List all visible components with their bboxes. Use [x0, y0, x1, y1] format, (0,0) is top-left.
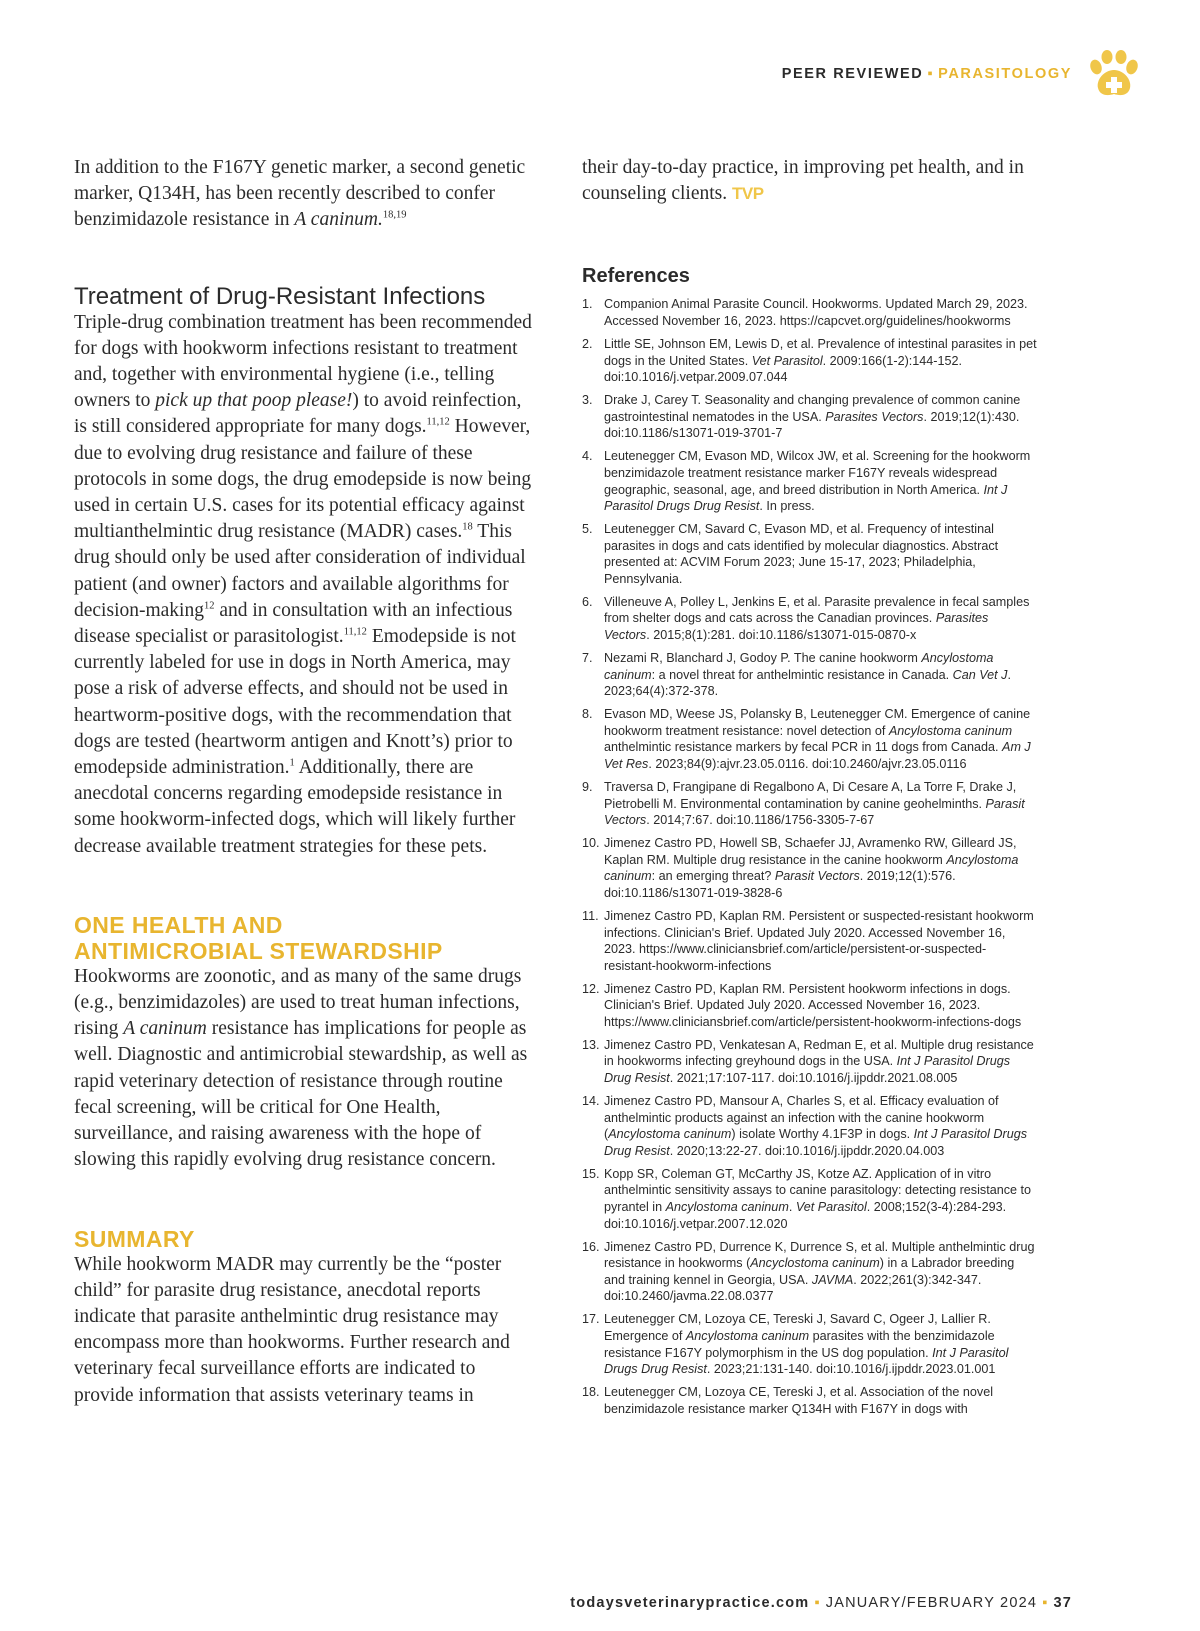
reference-number: 4. [582, 449, 593, 464]
species-name: A caninum [123, 1018, 207, 1040]
citation: 1 [289, 757, 295, 769]
page-number: 37 [1053, 1595, 1072, 1611]
reference-text: ) in a Labrador breeding and training kennel in Georgia, USA. [604, 1256, 1015, 1287]
citation: 18 [462, 521, 473, 533]
reference-italic: Ancylostoma caninum [888, 723, 1013, 738]
reference-italic: Parasites Vectors [825, 409, 924, 424]
reference-item [582, 981, 1037, 1031]
reference-number: 2. [582, 336, 593, 351]
reference-number: 17. [582, 1312, 600, 1327]
reference-item [582, 1239, 1037, 1305]
reference-number: 15. [582, 1166, 600, 1181]
reference-text: Leutenegger CM, Lozoya CE, Tereski J, et al. Association of the novel benzimidazole resistance marker Q134H with F167Y in dogs with [604, 1385, 993, 1416]
reference-italic: Ancylostoma caninum [604, 852, 1019, 884]
reference-text: Nezami R, Blanchard J, Godoy P. The canine hookworm [604, 651, 922, 666]
reference-item [582, 448, 1037, 514]
reference-number: 9. [582, 779, 593, 794]
reference-italic: Vet Parasitol [795, 1199, 867, 1214]
reference-text: Leutenegger CM, Lozoya CE, Tereski J, Savard C, Ogeer J, Lallier R. Emergence of [604, 1312, 991, 1343]
reference-item [582, 336, 1037, 386]
reference-text: Jimenez Castro PD, Venkatesan A, Redman E, et al. Multiple drug resistance in hookworms infecting greyhound dogs in the USA. [604, 1037, 1034, 1069]
header-peer-reviewed: PEER REVIEWED [781, 66, 924, 82]
citation: 12 [203, 600, 215, 612]
reference-text: : an emerging threat? [651, 869, 775, 884]
reference-text: . 2014;7:67. doi:10.1186/1756-3305-7-67 [646, 813, 875, 828]
paragraph-continued: their day-to-day practice, in improving pet health, and in counseling clients. TVP [582, 157, 1024, 205]
left-column [74, 155, 534, 1409]
reference-italic: Ancylostoma caninum [604, 651, 994, 682]
species-name: A caninum. [294, 209, 383, 231]
reference-italic: Parasit Vectors [604, 796, 1025, 828]
tvp-end-mark: TVP [732, 184, 764, 204]
reference-number: 14. [582, 1094, 600, 1109]
right-column [582, 155, 1037, 1424]
citation: 11,12 [426, 416, 450, 428]
paragraph-one-health: Hookworms are zoonotic, and as many of the same drugs (e.g., benzimidazoles) are used to treat human infections, rising A caninum resistance has implications for people as well. Diagnostic and antimicrobial stewardship, as well as rapid veterinary detection of resistance through routine fecal screening, will be critical for One Health, surveillance, and raising awareness with the hope of slowing this rapidly evolving drug resistance concern. [74, 965, 528, 1171]
reference-item [582, 1093, 1037, 1159]
reference-text: Companion Animal Parasite Council. Hookworms. Updated March 29, 2023. Accessed November 16, 2023. https://capcvet.org/guidelines/hookworms [604, 297, 1028, 328]
reference-number: 18. [582, 1385, 600, 1400]
heading-summary: SUMMARY [74, 1225, 195, 1252]
citation: 11,12 [343, 626, 367, 638]
paragraph-summary: While hookworm MADR may currently be the “poster child” for parasite drug resistance, anecdotal reports indicate that parasite anthelmintic drug resistance may encompass more than hookworms. Further research and veterinary fecal surveillance efforts are indicated to provide information that assists veterinary teams in [74, 1253, 510, 1406]
reference-item [582, 392, 1037, 442]
footer-issue: JANUARY/FEBRUARY 2024 [825, 1595, 1038, 1611]
reference-text: Villeneuve A, Polley L, Jenkins E, et al. Parasite prevalence in fecal samples from shelter dogs and cats across the Canadian provinces. [604, 594, 1030, 626]
reference-number: 16. [582, 1239, 600, 1254]
reference-item [582, 1384, 1037, 1417]
heading-one-health: ONE HEALTH AND ANTIMICROBIAL STEWARDSHIP [74, 911, 443, 964]
footer-separator: ▪ [1042, 1595, 1049, 1611]
reference-number: 6. [582, 594, 593, 609]
reference-item [582, 1037, 1037, 1087]
reference-italic: Ancylostoma caninum [608, 1127, 732, 1142]
reference-text: Leutenegger CM, Savard C, Evason MD, et al. Frequency of intestinal parasites in dogs and cats identified by molecular diagnostics. Abstract presented at: ACVIM Forum 2023; June 15-17, 2023; Philadelphia, Pennsylvania. [604, 522, 999, 586]
reference-number: 5. [582, 522, 593, 537]
reference-text: Traversa D, Frangipane di Regalbono A, Di Cesare A, La Torre F, Drake J, Pietrobelli M. Environmental contamination by canine geohelminths. [604, 779, 1017, 811]
reference-italic: Parasit Vectors [774, 869, 860, 884]
reference-italic: Ancylostoma caninum [665, 1199, 789, 1214]
reference-number: 8. [582, 707, 593, 722]
reference-italic: Vet Parasitol [751, 353, 823, 368]
reference-italic: Int J Parasitol Drugs Drug Resist [604, 1345, 1009, 1377]
running-footer [570, 1595, 1072, 1611]
reference-number: 3. [582, 393, 593, 408]
reference-text: . 2008;152(3-4):284-293. doi:10.1016/j.vetpar.2007.12.020 [604, 1199, 1007, 1231]
reference-text: . 2019;12(1):430. doi:10.1186/s13071-019-3701-7 [604, 409, 1020, 441]
reference-text: anthelmintic resistance markers by fecal PCR in 11 dogs from Canada. [604, 740, 1003, 755]
reference-number: 11. [582, 908, 599, 923]
reference-text: . 2009:166(1-2):144-152. doi:10.1016/j.vetpar.2009.07.044 [604, 353, 962, 385]
reference-item [582, 594, 1037, 644]
reference-text: . 2021;17:107-117. doi:10.1016/j.ijpddr.2021.08.005 [669, 1071, 958, 1086]
reference-text: . 2023;21:131-140. doi:10.1016/j.ijpddr.2023.01.001 [706, 1362, 996, 1377]
reference-italic: Can Vet J [952, 667, 1008, 682]
reference-text: Jimenez Castro PD, Howell SB, Schaefer JJ, Avramenko RW, Gilleard JS, Kaplan RM. Multiple drug resistance in the canine hookworm [604, 836, 1017, 867]
reference-number: 12. [582, 981, 600, 996]
reference-text: Little SE, Johnson EM, Lewis D, et al. Prevalence of intestinal parasites in pet dogs in the United States. [604, 336, 1037, 368]
reference-item [582, 706, 1037, 772]
reference-text: Drake J, Carey T. Seasonality and changing prevalence of common canine gastrointestinal nematodes in the USA. [604, 393, 1021, 424]
reference-item [582, 1311, 1037, 1377]
reference-italic: JAVMA [811, 1272, 854, 1287]
reference-italic: Int J Parasitol Drugs Drug Resist [604, 482, 1008, 514]
reference-text: Jimenez Castro PD, Kaplan RM. Persistent hookworm infections in dogs. Clinician's Brief. Updated July 2020. Accessed November 16, 2023. https://www.cliniciansbrief.com/article/persistent-hookworm-infections-dogs [604, 981, 1022, 1029]
reference-text: Jimenez Castro PD, Kaplan RM. Persistent or suspected-resistant hookworm infections. Clinician's Brief. Updated July 2020. Accessed November 16, 2023. https://www.cliniciansbrief.com/article/persistent-or-suspected-resistant-hookworm-infections [604, 908, 1034, 973]
reference-item [582, 835, 1037, 901]
citation: 18,19 [382, 209, 407, 221]
reference-text: parasites with the benzimidazole resistance F167Y polymorphism in the US dog population. [604, 1328, 995, 1360]
reference-number: 1. [582, 297, 593, 312]
reference-item [582, 1166, 1037, 1232]
reference-number: 10. [582, 836, 600, 851]
reference-text: Jimenez Castro PD, Mansour A, Charles S, et al. Efficacy evaluation of anthelmintic products against an infection with the canine hookworm ( [604, 1094, 999, 1142]
reference-text: . 2020;13:22-27. doi:10.1016/j.ijpddr.2020.04.003 [669, 1143, 945, 1158]
footer-website[interactable]: todaysveterinarypractice.com [570, 1595, 810, 1611]
reference-italic: Ancylostoma caninum [685, 1328, 810, 1343]
reference-text: : a novel threat for anthelmintic resistance in Canada. [651, 667, 953, 682]
paw-plus-icon [1088, 50, 1140, 100]
reference-item [582, 908, 1037, 974]
reference-text: . 2023;84(9):ajvr.23.05.0116. doi:10.2460/ajvr.23.05.0116 [648, 756, 967, 771]
reference-item [582, 296, 1037, 329]
reference-text: . 2023;64(4):372-378. [604, 667, 1011, 699]
reference-text: ) isolate Worthy 4.1F3P in dogs. [731, 1127, 914, 1142]
reference-text: . 2022;261(3):342-347. doi:10.2460/javma.22.08.0377 [604, 1272, 982, 1304]
reference-item [582, 521, 1037, 587]
reference-text: . In press. [759, 499, 815, 514]
reference-item [582, 650, 1037, 700]
header-separator: ▪ [927, 66, 935, 82]
reference-italic: Int J Parasitol Drugs Drug Resist [604, 1054, 1011, 1086]
reference-text: . 2015;8(1):281. doi:10.1186/s13071-015-0870-x [646, 628, 917, 643]
header-topic: PARASITOLOGY [938, 66, 1072, 82]
paragraph-q134h: In addition to the F167Y genetic marker, a second genetic marker, Q134H, has been recently described to confer benzimidazole resistance in A caninum.$^{18,19}$ [74, 157, 526, 231]
reference-item [582, 779, 1037, 829]
footer-separator: ▪ [814, 1595, 821, 1611]
emphasis-text: pick up that poop please! [155, 390, 353, 412]
references-heading: References [582, 265, 690, 288]
reference-text: Jimenez Castro PD, Durrence K, Durrence S, et al. Multiple anthelmintic drug resistance in hookworms ( [604, 1239, 1035, 1271]
heading-treatment: Treatment of Drug-Resistant Infections [74, 282, 486, 310]
reference-text: Kopp SR, Coleman GT, McCarthy JS, Kotze AZ. Application of in vitro anthelmintic sensitivity assays to canine parasitology: detecting resistance to pyrantel in [604, 1166, 1032, 1214]
paragraph-treatment: Triple-drug combination treatment has been recommended for dogs with hookworm infections resistant to treatment and, together with environmental hygiene (i.e., telling owners to pick up that poop please!) to avoid reinfection, is still considered appropriate for many dogs.$^{11,12}$ However, due to evolving drug resistance and failure of these protocols in some dogs, the drug emodepside is now being used in certain U.S. cases for its potential efficacy against multianthelmintic drug resistance (MADR) cases.$^{18}$ This drug should only be used after consideration of individual patient (and owner) factors and available algorithms for decision-making$^{12}$ and in consultation with an infectious disease specialist or parasitologist.$^{11,12}$ Emodepside is not currently labeled for use in dogs in North America, may pose a risk of adverse effects, and should not be used in heartworm-positive dogs, with the recommendation that dogs are tested (heartworm antigen and Knott’s) prior to emodepside administration.$^1$ Additionally, there are anecdotal concerns regarding emodepside resistance in some hookworm-infected dogs, which will likely further decrease available treatment strategies for these pets. [74, 311, 532, 857]
reference-text: . [788, 1199, 796, 1214]
reference-italic: Int J Parasitol Drugs Drug Resist [604, 1127, 1028, 1158]
reference-number: 7. [582, 651, 593, 666]
reference-number: 13. [582, 1037, 600, 1052]
running-header [782, 66, 1072, 82]
reference-text: Leutenegger CM, Evason MD, Wilcox JW, et al. Screening for the hookworm benzimidazole treatment resistance marker F167Y reveals widespread geographic, seasonal, age, and breed distribution in North America. [604, 449, 1031, 497]
references-list [582, 296, 1037, 1417]
reference-text: Evason MD, Weese JS, Polansky B, Leutenegger CM. Emergence of canine hookworm treatment resistance: novel detection of [604, 707, 1031, 738]
reference-italic: Am J Vet Res [604, 740, 1031, 771]
reference-italic: Ancyclostoma caninum [750, 1256, 880, 1271]
reference-text: . 2019;12(1):576. doi:10.1186/s13071-019-3828-6 [604, 869, 956, 900]
reference-italic: Parasites Vectors [604, 611, 989, 643]
